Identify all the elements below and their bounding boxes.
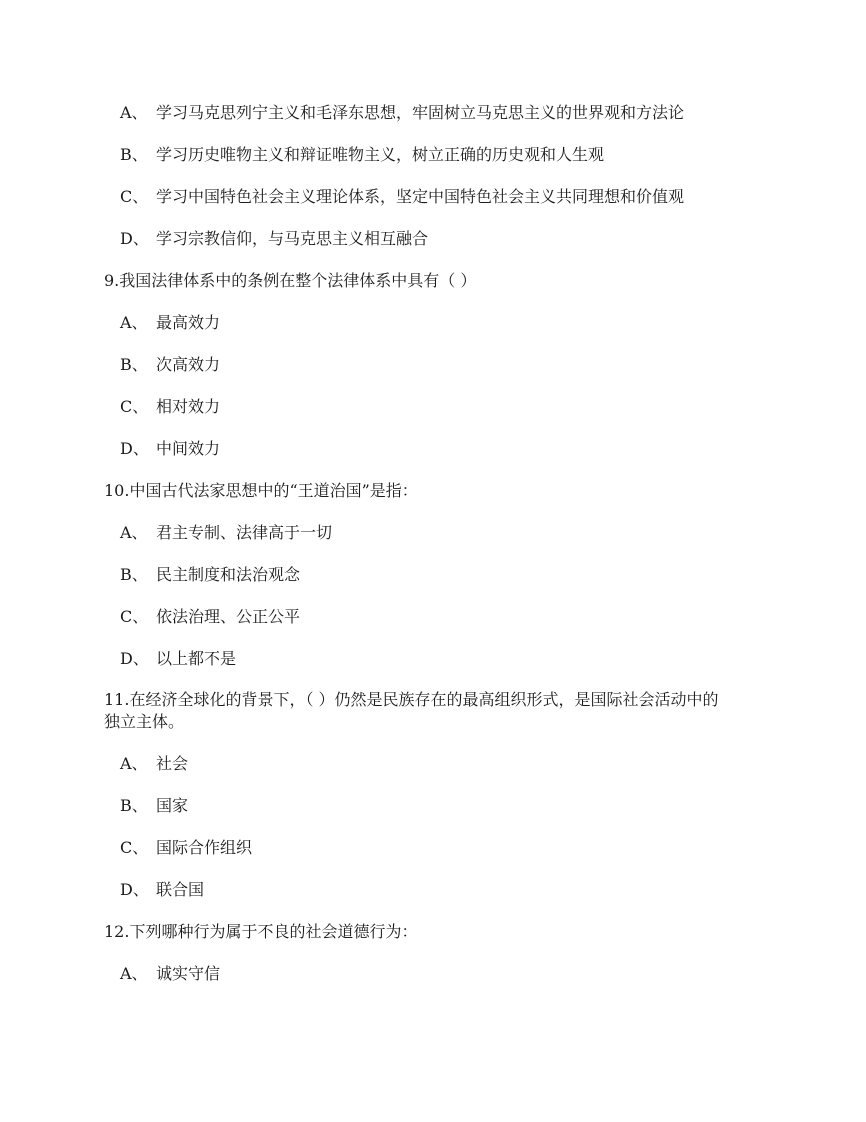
question-11-stem-line2: 独立主体。	[104, 712, 185, 731]
question-10-stem: 10.中国古代法家思想中的“王道治国”是指：	[104, 481, 418, 500]
option-letter: D、	[120, 649, 149, 668]
option-text: 诚实守信	[156, 964, 221, 983]
option-text: 学习宗教信仰，与马克思主义相互融合	[156, 229, 429, 248]
option-text: 联合国	[156, 880, 205, 899]
option-letter: D、	[120, 880, 149, 899]
option-text: 学习马克思列宁主义和毛泽东思想，牢固树立马克思主义的世界观和方法论	[156, 103, 685, 122]
option-text: 国际合作组织	[156, 838, 253, 857]
option-letter: C、	[120, 187, 149, 206]
option-text: 学习中国特色社会主义理论体系，坚定中国特色社会主义共同理想和价值观	[156, 187, 685, 206]
question-12-stem: 12.下列哪种行为属于不良的社会道德行为：	[104, 922, 418, 941]
option-text: 以上都不是	[156, 649, 237, 668]
option-text: 国家	[156, 796, 189, 815]
option-text: 学习历史唯物主义和辩证唯物主义，树立正确的历史观和人生观	[156, 145, 605, 164]
option-letter: A、	[120, 754, 148, 773]
option-letter: B、	[120, 565, 148, 584]
option-letter: A、	[120, 313, 148, 332]
option-text: 社会	[156, 754, 189, 773]
option-letter: B、	[120, 796, 148, 815]
option-text: 依法治理、公正公平	[156, 607, 301, 626]
question-9-stem: 9.我国法律体系中的条例在整个法律体系中具有（ ）	[104, 271, 477, 290]
option-text: 中间效力	[156, 439, 221, 458]
option-letter: A、	[120, 964, 148, 983]
option-letter: D、	[120, 229, 149, 248]
option-text: 最高效力	[156, 313, 221, 332]
option-letter: A、	[120, 523, 148, 542]
option-letter: B、	[120, 145, 148, 164]
option-letter: B、	[120, 355, 148, 374]
option-text: 次高效力	[156, 355, 221, 374]
option-text: 民主制度和法治观念	[156, 565, 301, 584]
option-letter: C、	[120, 397, 149, 416]
option-letter: C、	[120, 838, 149, 857]
option-letter: A、	[120, 103, 148, 122]
question-11-stem-line1: 11.在经济全球化的背景下，（ ）仍然是民族存在的最高组织形式，是国际社会活动中的	[104, 690, 719, 709]
option-text: 相对效力	[156, 397, 221, 416]
option-letter: C、	[120, 607, 149, 626]
option-letter: D、	[120, 439, 149, 458]
option-text: 君主专制、法律高于一切	[156, 523, 333, 542]
